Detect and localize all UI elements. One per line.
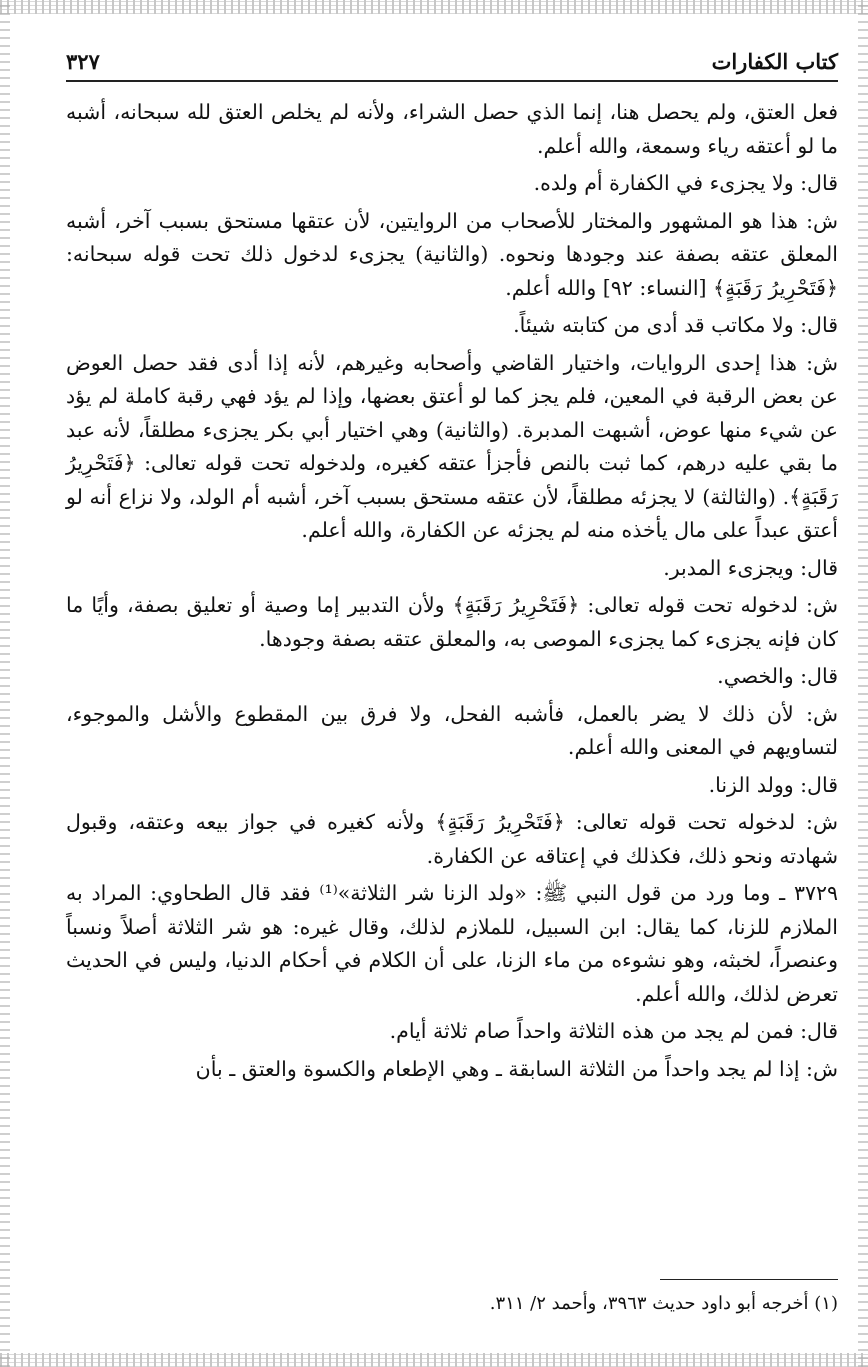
- paragraph: فعل العتق، ولم يحصل هنا، إنما الذي حصل الشراء، ولأنه لم يخلص العتق لله سبحانه، أشبه ما لو أعتقه رياء وسمعة، والله أعلم.: [66, 100, 838, 158]
- footnote-rule: [660, 1279, 838, 1280]
- page-header: [66, 40, 838, 74]
- decorative-border-bottom: [0, 1353, 868, 1367]
- footnote: (١) أخرجه أبو داود حديث ٣٩٦٣، وأحمد ٢/ ٣١١.: [489, 1293, 838, 1314]
- paragraph-question: قال: ولا مكاتب قد أدى من كتابته شيئاً.: [513, 313, 838, 337]
- paragraph-hadith: ٣٧٢٩ ـ وما ورد من قول النبي ﷺ: «ولد الزنا شر الثلاثة»⁽¹⁾ فقد قال الطحاوي: المراد به الملازم للزنا، كما يقال: ابن السبيل، للملازم لذلك، وقال غيره: هو شر الثلاثة أصلاً ونسباً وعنصراً، لخبثه، وهو نشوءه من ماء الزنا، على أن الكلام في أحكام الدنيا، وليس في الحديث تعرض لذلك، والله أعلم.: [66, 881, 838, 1006]
- paragraph-question: قال: والخصي.: [717, 664, 838, 688]
- paragraph: ش: إذا لم يجد واحداً من الثلاثة السابقة ـ وهي الإطعام والكسوة والعتق ـ بأن: [195, 1056, 838, 1081]
- decorative-border-right: [858, 0, 868, 1367]
- decorative-border-left: [0, 0, 10, 1367]
- paragraph-question: قال: ولا يجزىء في الكفارة أم ولده.: [533, 171, 838, 195]
- header-rule: [66, 80, 838, 82]
- main-text: [66, 96, 838, 1090]
- running-title: كتاب الكفارات: [711, 49, 838, 74]
- paragraph: ش: هذا هو المشهور والمختار للأصحاب من الروايتين، لأن عتقها مستحق بسبب آخر، أشبه المعلق عتقه بصفة عند وجودها ونحوه. (والثانية) يجزىء لدخول ذلك تحت قوله سبحانه: ﴿فَتَحْرِيرُ رَقَبَةٍ﴾ [النساء: ٩٢] والله أعلم.: [66, 208, 838, 300]
- page-number: ٣٢٧: [66, 49, 100, 74]
- decorative-border-top: [0, 0, 868, 14]
- paragraph-question: قال: ويجزىء المدبر.: [663, 555, 838, 580]
- paragraph-question: قال: فمن لم يجد من هذه الثلاثة واحداً صام ثلاثة أيام.: [389, 1019, 838, 1043]
- paragraph: ش: لدخوله تحت قوله تعالى: ﴿فَتَحْرِيرُ رَقَبَةٍ﴾ ولأنه كغيره في جواز بيعه وعتقه، وقبول شهادته ونحو ذلك، فكذلك في إعتاقه عن الكفارة.: [66, 810, 838, 868]
- paragraph: ش: لأن ذلك لا يضر بالعمل، فأشبه الفحل، ولا فرق بين المقطوع والأشل والموجوء، لتساويهم في المعنى والله أعلم.: [66, 701, 838, 759]
- paragraph-question: قال: وولد الزنا.: [708, 772, 838, 797]
- paragraph: ش: هذا إحدى الروايات، واختيار القاضي وأصحابه وغيرهم، لأنه إذا أدى فقد حصل العوض عن بعض الرقبة في المعين، فلم يجز كما لو أعتق بعضها، وإذا لم يؤد فهي رقبة كاملة لم يؤد عن شيء منها عوض، أشبهت المدبرة. (والثانية) وهي اختيار أبي بكر يجزىء مطلقاً، لأنه عبد ما بقي عليه درهم، كما ثبت بالنص فأجزأ عتقه كغيره، ولدخوله تحت قوله تعالى: ﴿فَتَحْرِيرُ رَقَبَةٍ﴾. (والثالثة) لا يجزئه مطلقاً، لأن عتقه مستحق بسبب آخر، أشبه أم الولد، ولا نزاع أنه لو أعتق عبداً على مال يأخذه منه لم يجزئه عن الكفارة، والله أعلم.: [66, 350, 838, 542]
- paragraph: ش: لدخوله تحت قوله تعالى: ﴿فَتَحْرِيرُ رَقَبَةٍ﴾ ولأن التدبير إما وصية أو تعليق بصفة، وأيًا ما كان فإنه يجزىء كما يجزىء الموصى به، والمعلق عتقه بصفة وجودها.: [66, 593, 838, 651]
